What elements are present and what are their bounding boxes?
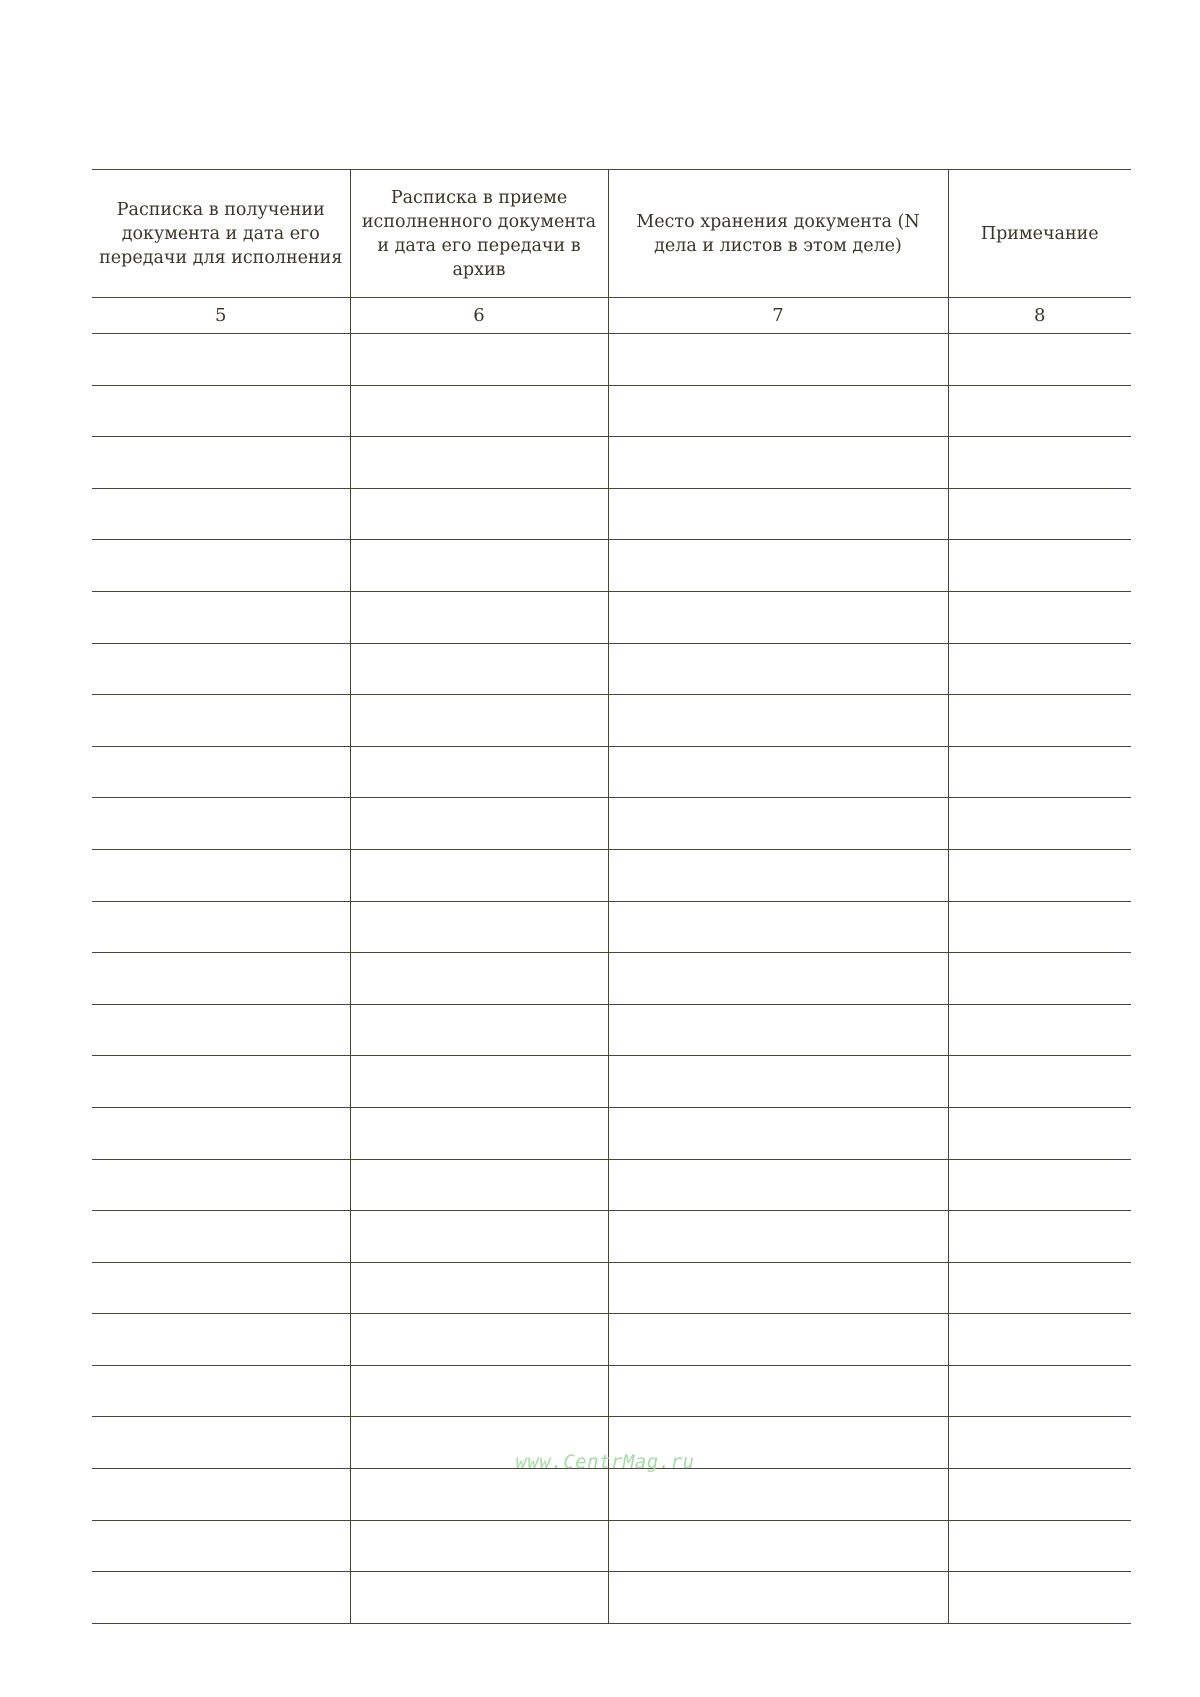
document-register-table bbox=[92, 169, 1131, 1624]
table-cell bbox=[350, 1159, 608, 1211]
column-number-6: 6 bbox=[350, 298, 608, 334]
header-storage-location: Место хранения документа (N дела и листов в этом деле) bbox=[608, 170, 948, 298]
table-cell bbox=[948, 1056, 1131, 1108]
table-cell bbox=[350, 953, 608, 1005]
column-number-8: 8 bbox=[948, 298, 1131, 334]
table-cell bbox=[92, 488, 350, 540]
table-cell bbox=[92, 901, 350, 953]
table-cell bbox=[948, 901, 1131, 953]
table-cell bbox=[350, 1107, 608, 1159]
table-row bbox=[92, 334, 1131, 386]
table-cell bbox=[92, 334, 350, 386]
table-cell bbox=[92, 1314, 350, 1366]
table-cell bbox=[948, 746, 1131, 798]
table-cell bbox=[948, 591, 1131, 643]
table-cell bbox=[948, 1211, 1131, 1263]
table-cell bbox=[608, 1469, 948, 1521]
table-cell bbox=[350, 1211, 608, 1263]
table-row bbox=[92, 1159, 1131, 1211]
header-note: Примечание bbox=[948, 170, 1131, 298]
table-cell bbox=[608, 591, 948, 643]
table-cell bbox=[948, 1469, 1131, 1521]
table-cell bbox=[350, 1365, 608, 1417]
table-cell bbox=[608, 1520, 948, 1572]
table-body bbox=[92, 334, 1131, 1624]
table-row bbox=[92, 1056, 1131, 1108]
table-cell bbox=[92, 540, 350, 592]
table-cell bbox=[948, 849, 1131, 901]
table-cell bbox=[948, 1365, 1131, 1417]
table-cell bbox=[92, 1159, 350, 1211]
table-cell bbox=[608, 1159, 948, 1211]
table-cell bbox=[350, 1004, 608, 1056]
table-cell bbox=[350, 1314, 608, 1366]
table-row bbox=[92, 385, 1131, 437]
table-cell bbox=[350, 540, 608, 592]
table-cell bbox=[92, 1262, 350, 1314]
column-number-5: 5 bbox=[92, 298, 350, 334]
table-cell bbox=[948, 334, 1131, 386]
table-cell bbox=[948, 540, 1131, 592]
table-cell bbox=[92, 591, 350, 643]
table-cell bbox=[948, 1004, 1131, 1056]
table-cell bbox=[92, 746, 350, 798]
table-row bbox=[92, 849, 1131, 901]
table-cell bbox=[350, 334, 608, 386]
table-cell bbox=[350, 591, 608, 643]
table-cell bbox=[608, 1004, 948, 1056]
table-cell bbox=[948, 1107, 1131, 1159]
table-cell bbox=[948, 798, 1131, 850]
table-cell bbox=[92, 1572, 350, 1624]
table-cell bbox=[608, 1211, 948, 1263]
table-row bbox=[92, 695, 1131, 747]
table-row bbox=[92, 1004, 1131, 1056]
table-cell bbox=[608, 385, 948, 437]
table-cell bbox=[92, 1056, 350, 1108]
table-cell bbox=[350, 1520, 608, 1572]
table-cell bbox=[608, 901, 948, 953]
table-cell bbox=[948, 488, 1131, 540]
table-cell bbox=[350, 488, 608, 540]
table-row bbox=[92, 798, 1131, 850]
table-cell bbox=[608, 695, 948, 747]
table-cell bbox=[92, 643, 350, 695]
table-cell bbox=[92, 1211, 350, 1263]
table-row bbox=[92, 1520, 1131, 1572]
table-cell bbox=[92, 849, 350, 901]
table-cell bbox=[92, 695, 350, 747]
table-cell bbox=[948, 437, 1131, 489]
table-row bbox=[92, 1262, 1131, 1314]
column-number-row bbox=[92, 298, 1131, 334]
table-cell bbox=[92, 798, 350, 850]
table-cell bbox=[350, 798, 608, 850]
column-number-7: 7 bbox=[608, 298, 948, 334]
table-cell bbox=[608, 798, 948, 850]
table-cell bbox=[608, 1572, 948, 1624]
table-cell bbox=[92, 1469, 350, 1521]
table-cell bbox=[948, 385, 1131, 437]
table-row bbox=[92, 488, 1131, 540]
header-row bbox=[92, 170, 1131, 298]
table-cell bbox=[608, 1365, 948, 1417]
table-cell bbox=[948, 953, 1131, 1005]
table-cell bbox=[608, 437, 948, 489]
table-cell bbox=[608, 488, 948, 540]
table-row bbox=[92, 746, 1131, 798]
table-cell bbox=[92, 385, 350, 437]
watermark-text: www.CentrMag.ru bbox=[515, 1451, 695, 1473]
table-cell bbox=[92, 437, 350, 489]
table-cell bbox=[608, 1056, 948, 1108]
table-cell bbox=[608, 643, 948, 695]
table-cell bbox=[350, 1572, 608, 1624]
table-cell bbox=[608, 746, 948, 798]
table-cell bbox=[948, 1314, 1131, 1366]
table-row bbox=[92, 953, 1131, 1005]
header-receipt-for-execution: Расписка в получении документа и дата его передачи для исполнения bbox=[92, 170, 350, 298]
table-cell bbox=[92, 1004, 350, 1056]
table-row bbox=[92, 437, 1131, 489]
table-cell bbox=[948, 1572, 1131, 1624]
table-cell bbox=[350, 1056, 608, 1108]
table-row bbox=[92, 643, 1131, 695]
table-header bbox=[92, 170, 1131, 334]
table-cell bbox=[948, 1159, 1131, 1211]
table-row bbox=[92, 1469, 1131, 1521]
table-row bbox=[92, 591, 1131, 643]
table-cell bbox=[608, 540, 948, 592]
table-cell bbox=[92, 1365, 350, 1417]
table-cell bbox=[350, 643, 608, 695]
table-row bbox=[92, 1107, 1131, 1159]
table-row bbox=[92, 540, 1131, 592]
table-cell bbox=[350, 437, 608, 489]
table-cell bbox=[92, 1417, 350, 1469]
header-receipt-archive: Расписка в приеме исполненного документа и дата его передачи в архив bbox=[350, 170, 608, 298]
table-cell bbox=[608, 953, 948, 1005]
table-row bbox=[92, 1314, 1131, 1366]
table-cell bbox=[350, 695, 608, 747]
table-cell bbox=[350, 901, 608, 953]
table-cell bbox=[608, 1314, 948, 1366]
table-cell bbox=[608, 334, 948, 386]
table-cell bbox=[350, 1469, 608, 1521]
table-cell bbox=[350, 1262, 608, 1314]
table-cell bbox=[608, 1107, 948, 1159]
table-cell bbox=[92, 1520, 350, 1572]
table-row bbox=[92, 1365, 1131, 1417]
table-row bbox=[92, 1572, 1131, 1624]
table-cell bbox=[948, 1262, 1131, 1314]
table-cell bbox=[350, 746, 608, 798]
table-row bbox=[92, 1211, 1131, 1263]
table-row bbox=[92, 901, 1131, 953]
table-cell bbox=[948, 1417, 1131, 1469]
table-cell bbox=[92, 1107, 350, 1159]
table-cell bbox=[608, 1262, 948, 1314]
table-cell bbox=[350, 385, 608, 437]
table-cell bbox=[948, 643, 1131, 695]
table-cell bbox=[948, 695, 1131, 747]
table-cell bbox=[350, 849, 608, 901]
table-cell bbox=[92, 953, 350, 1005]
table-cell bbox=[948, 1520, 1131, 1572]
table-cell bbox=[608, 849, 948, 901]
